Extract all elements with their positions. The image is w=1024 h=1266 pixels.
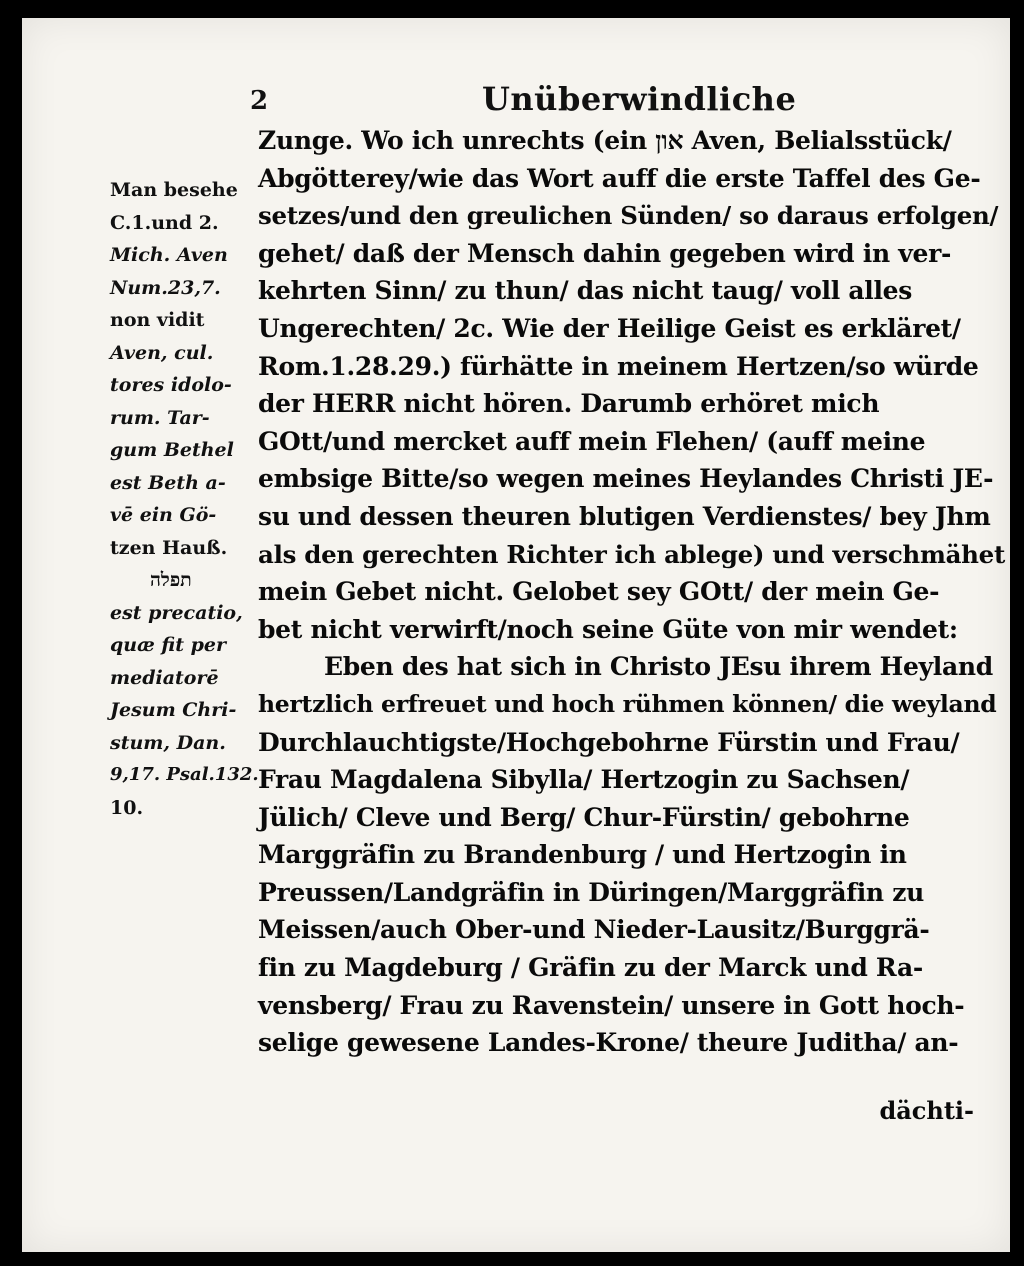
margin-note-line: est precatio,	[110, 601, 243, 624]
text-line: Zunge. Wo ich unrechts (ein און Aven, Belialsstück/	[258, 126, 952, 155]
margin-note-line: 10.	[110, 796, 144, 819]
text-line: mein Gebet nicht. Gelobet sey GOtt/ der mein Ge-	[258, 577, 940, 607]
text-line: setzes/und den greulichen Sünden/ so daraus erfolgen/	[258, 201, 999, 231]
margin-note-line: tzen Hauß.	[110, 536, 228, 559]
margin-note-line: tores idolo-	[110, 374, 232, 396]
margin-note-line: C.1.und 2.	[110, 211, 219, 234]
text-line: hertzlich erfreuet und hoch rühmen können/ die weyland	[258, 689, 997, 718]
text-line: selige gewesene Landes-Krone/ theure Juditha/ an-	[258, 1028, 959, 1058]
catchword: dächti-	[879, 1096, 974, 1125]
margin-note-line: rum. Tar-	[110, 406, 210, 429]
text-line: Durchlauchtigste/Hochgebohrne Fürstin und Frau/	[258, 727, 960, 757]
text-line: GOtt/und mercket auff mein Flehen/ (auff meine	[258, 426, 926, 456]
text-line: Marggräfin zu Brandenburg / und Hertzogin in	[258, 840, 907, 870]
main-text-block	[258, 122, 1006, 1062]
margin-note-line: 9,17. Psal.132.	[110, 764, 259, 785]
text-line: bet nicht verwirft/noch seine Güte von mir wendet:	[258, 614, 958, 644]
margin-note-line: gum Bethel	[110, 439, 234, 461]
text-line: als den gerechten Richter ich ablege) und verschmähet	[258, 539, 1005, 569]
running-head: Unüberwindliche	[482, 80, 797, 118]
marginal-notes	[110, 174, 260, 824]
margin-note-line: Mich. Aven	[110, 244, 228, 266]
margin-note-line: stum, Dan.	[110, 731, 226, 754]
margin-note-line: Num.23,7.	[110, 276, 221, 299]
margin-note-line: Jesum Chri-	[110, 699, 237, 721]
text-line-paragraph-start: Eben des hat sich in Christo JEsu ihrem Heyland	[324, 652, 993, 682]
text-line: Rom.1.28.29.) fürhätte in meinem Hertzen/so würde	[258, 351, 979, 381]
margin-note-hebrew: תפלה	[150, 569, 192, 591]
margin-note-line: Aven, cul.	[110, 341, 214, 364]
text-line: Abgötterey/wie das Wort auff die erste Taffel des Ge-	[258, 163, 981, 193]
margin-note-line: mediatorē	[110, 666, 219, 689]
text-line: der HERR nicht hören. Darumb erhöret mich	[258, 389, 880, 419]
text-line: fin zu Magdeburg / Gräfin zu der Marck und Ra-	[258, 953, 923, 983]
margin-note-line: quæ fit per	[110, 634, 227, 656]
margin-note-line: Man besehe	[110, 179, 238, 201]
text-line: Meissen/auch Ober-und Nieder-Lausitz/Burggrä-	[258, 915, 930, 945]
margin-note-line: vē ein Gö-	[110, 504, 217, 526]
margin-note-line: non vidit	[110, 309, 205, 331]
text-line: Preussen/Landgräfin in Düringen/Marggräfin zu	[258, 877, 924, 907]
text-line: Jülich/ Cleve und Berg/ Chur-Fürstin/ gebohrne	[258, 802, 910, 832]
text-line: vensberg/ Frau zu Ravenstein/ unsere in Gott hoch-	[258, 990, 965, 1020]
book-page	[22, 18, 1010, 1252]
text-line: gehet/ daß der Mensch dahin gegeben wird in ver-	[258, 238, 952, 268]
text-line: embsige Bitte/so wegen meines Heylandes Christi JE-	[258, 464, 994, 494]
text-line: su und dessen theuren blutigen Verdienstes/ bey Jhm	[258, 501, 991, 531]
page-number: 2	[250, 86, 269, 116]
margin-note-line: est Beth a-	[110, 471, 226, 494]
text-line: kehrten Sinn/ zu thun/ das nicht taug/ voll alles	[258, 276, 913, 306]
text-line: Frau Magdalena Sibylla/ Hertzogin zu Sachsen/	[258, 765, 910, 795]
text-line: Ungerechten/ 2c. Wie der Heilige Geist es erkläret/	[258, 313, 961, 343]
